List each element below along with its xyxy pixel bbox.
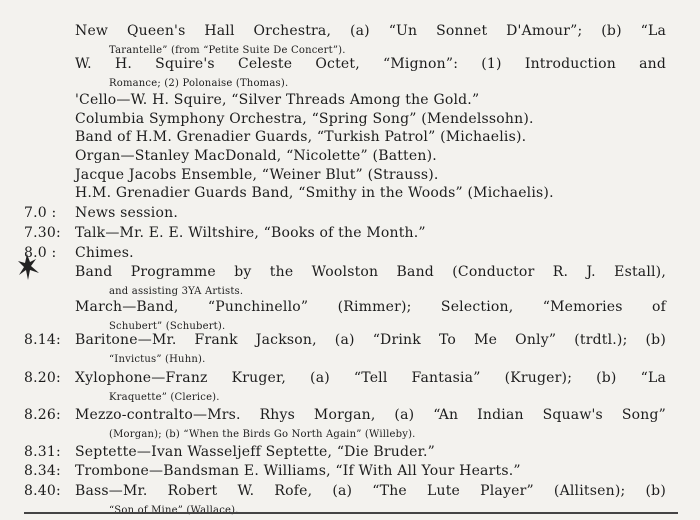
programme-text xyxy=(75,147,666,166)
programme-time: 8.34: xyxy=(24,463,61,479)
programme-line: New Queen's Hall Orchestra, (a) “Un Sonnet D'Amour”; (b) “La xyxy=(75,23,666,39)
programme-line: Septette—Ivan Wasseljeff Septette, “Die Bruder.” xyxy=(75,444,436,460)
programme-text xyxy=(75,331,666,369)
programme-text xyxy=(75,369,666,407)
programme-line: Band Programme by the Woolston Band (Conductor R. J. Estall), xyxy=(75,264,666,280)
programme-text xyxy=(75,91,666,110)
programme-line: “Son of Mine” (Wallace). xyxy=(109,505,239,516)
programme-text xyxy=(75,244,666,263)
programme-line: “Invictus” (Huhn). xyxy=(109,354,206,365)
programme-line: H.M. Grenadier Guards Band, “Smithy in the Woods” (Michaelis). xyxy=(75,185,554,201)
programme-time: 7.30: xyxy=(24,225,61,241)
programme-text xyxy=(75,110,666,129)
programme-line: 'Cello—W. H. Squire, “Silver Threads Among the Gold.” xyxy=(75,92,480,108)
programme-text xyxy=(75,224,666,243)
programme-line: Romance; (2) Polonaise (Thomas). xyxy=(109,78,289,89)
programme-text xyxy=(75,184,666,203)
programme-text xyxy=(75,204,666,223)
programme-time: 8.31: xyxy=(24,444,61,460)
programme-time: 8.40: xyxy=(24,483,61,499)
programme-line: Columbia Symphony Orchestra, “Spring Song” (Mendelssohn). xyxy=(75,111,534,127)
programme-line: Band of H.M. Grenadier Guards, “Turkish Patrol” (Michaelis). xyxy=(75,129,527,145)
programme-text xyxy=(75,263,666,301)
programme-text xyxy=(75,128,666,147)
programme-text xyxy=(75,443,666,462)
programme-text xyxy=(75,55,666,93)
programme-line: Tarantelle” (from “Petite Suite De Concert”). xyxy=(109,45,346,56)
programme-time: 8.26: xyxy=(24,407,61,423)
programme-line: Mezzo-contralto—Mrs. Rhys Morgan, (a) “An Indian Squaw's Song” xyxy=(75,407,666,423)
programme-line: Xylophone—Franz Kruger, (a) “Tell Fantasia” (Kruger); (b) “La xyxy=(75,370,666,386)
programme-line: and assisting 3YA Artists. xyxy=(109,286,244,297)
programme-line: Chimes. xyxy=(75,245,134,261)
programme-line: Schubert” (Schubert). xyxy=(109,321,226,332)
programme-line: Bass—Mr. Robert W. Rofe, (a) “The Lute Player” (Allitsen); (b) xyxy=(75,483,666,499)
programme-time: 8.14: xyxy=(24,332,61,348)
programme-line: Baritone—Mr. Frank Jackson, (a) “Drink To Me Only” (trdtl.); (b) xyxy=(75,332,666,348)
bottom-rule xyxy=(24,512,678,514)
programme-line: News session. xyxy=(75,205,178,221)
programme-text xyxy=(75,482,666,520)
programme-time: 7.0 : xyxy=(24,205,57,221)
programme-text xyxy=(75,406,666,444)
programme-time: 8.20: xyxy=(24,370,61,386)
programme-line: March—Band, “Punchinello” (Rimmer); Selection, “Memories of xyxy=(75,299,666,315)
programme-line: W. H. Squire's Celeste Octet, “Mignon”: (1) Introduction and xyxy=(75,56,666,72)
programme-text xyxy=(75,166,666,185)
programme-text xyxy=(75,462,666,481)
programme-line: Organ—Stanley MacDonald, “Nicolette” (Batten). xyxy=(75,148,437,164)
programme-line: Kraquette” (Clerice). xyxy=(109,392,220,403)
programme-line: Jacque Jacobs Ensemble, “Weiner Blut” (Strauss). xyxy=(75,167,439,183)
programme-line: Trombone—Bandsman E. Williams, “If With All Your Hearts.” xyxy=(75,463,521,479)
ink-blot-mark xyxy=(18,253,40,281)
programme-line: Talk—Mr. E. E. Wiltshire, “Books of the Month.” xyxy=(75,225,426,241)
programme-time: 8.0 : xyxy=(24,245,57,261)
programme-line: (Morgan); (b) “When the Birds Go North Again” (Willeby). xyxy=(109,429,416,440)
